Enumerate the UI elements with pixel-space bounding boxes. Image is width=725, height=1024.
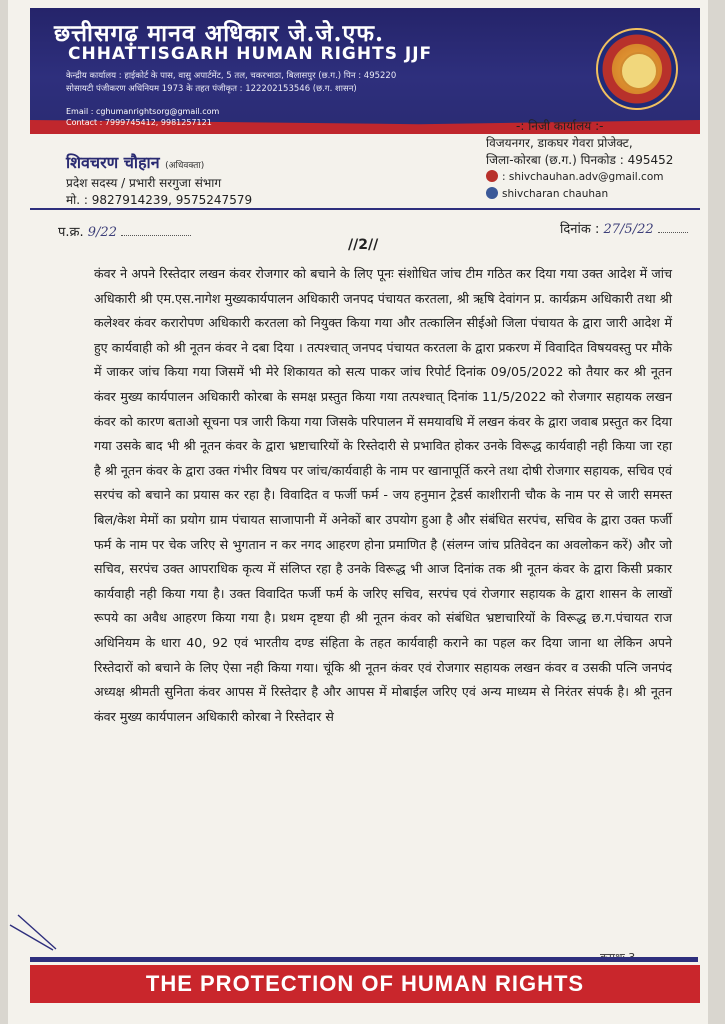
reference-value: 9/22	[87, 225, 117, 240]
letterhead-page	[8, 0, 708, 1024]
registration-line: सोसायटी पंजीकरण अधिनियम 1973 के तहत पंजीकृत : 122202153546 (छ.ग. शासन)	[66, 84, 357, 94]
personal-office-heading: -: निजी कार्यालय :-	[516, 119, 604, 133]
sender-name-line	[66, 154, 252, 175]
date-value: 27/5/22	[603, 222, 654, 237]
sender-block	[66, 154, 252, 209]
org-title-english: CHHATTISGARH HUMAN RIGHTS JJF	[68, 44, 433, 64]
reference-number	[58, 222, 191, 240]
date-label: दिनांक :	[560, 222, 600, 237]
letter-body: कंवर ने अपने रिस्तेदार लखन कंवर रोजगार को बचाने के लिए पूनः संशोधित जांच टीम गठित कर दिया गया उक्त आदेश में जांच अधिकारी श्री एम.एस.नागेश मुख्यकार्यपालन अधिकारी जनपद पंचायत करतला, श्री ऋषि देवांगन प्र. कार्यक्रम अधिकारी तथा श्री कलेश्वर कंवर करारोपण अधिकारी करतला को नियुक्त किया गया और तत्कालिन सीईओ जिला पंचायत के द्वारा जारी आदेश में हुए कार्यवाही को श्री नूतन कंवर ने दबा दिया । तत्पश्चात् जनपद पंचायत करतला के द्वारा प्रकरण में विवादित विषयवस्तु पर मौके में जाकर जांच किया गया जिसमें भी मेरे शिकायत को सत्य पाकर जांच रिपोर्ट दिनांक 09/05/2022 को तैयार कर श्री नूतन कंवर मुख्य कार्यपालन अधिकारी कोरबा के समक्ष प्रस्तुत किया गया तत्पश्चात् दिनांक 11/5/2022 को रोजगार सहायक लखन कंवर को कारण बताओ सूचना पत्र जारी किया गया जिसके परिपालन में समयावधि में लखन कंवर के द्वारा जवाब प्रस्तुत कर दिया गया उसके बाद भी श्री नूतन कंवर के द्वारा भ्रष्टाचारियों के रिस्तेदारी से प्रभावित होकर उनके विरूद्ध कार्यवाही नही किया जा रहा है श्री नूतन कंवर के द्वारा उक्त गंभीर विषय पर जांच/कार्यवाही के नाम पर खानापूर्ति करने तथा दोषी रोजगार सहायक, सचिव एवं सरपंच को बचाने का प्रयास कर रहा है। विवादित व फर्जी फर्म - जय हनुमान ट्रेडर्स काशीरानी चौक के नाम पर से जारी समस्त बिल/केश मेमों का प्रयोग ग्राम पंचायत साजापानी में अनेकों बार उपयोग हुआ है और संबंधित सरपंच, सचिव के द्वारा उक्त फर्जी फर्म के नाम पर चेक जरिए से भुगतान न कर नगद आहरण होना प्रमाणित है (संलग्न जांच प्रतिवेदन का अवलोकन करें) और जो सचिव, सरपंच उक्त आपराधिक कृत्य में संलिप्त रहा है उनके विरूद्ध भी आज दिनांक तक श्री नूतन कंवर के द्वारा किसी प्रकार कार्यवाही नही किया गया है। उक्त विवादित फर्जी फर्म के जरिए सचिव, सरपंच एवं रोजगार सहायक के द्वारा शासन के लाखों रूपये का अवैध आहरण किया गया है। प्रथम दृष्टया ही श्री नूतन कंवर को संबंधित भ्रष्टाचारियों के विरूद्ध छ.ग.पंचायत राज अधिनियम के धारा 40, 92 एवं भारतीय दण्ड संहिता के तहत कार्यवाही कराने का पहल कर दिया जाना था लेकिन अपने रिस्तेदारों को बचाने के लिए ऐसा नही किया गया। चूंकि श्री नूतन कंवर एवं रोजगार सहायक लखन कंवर व उसकी पत्नि जनपंद अध्यक्ष श्रीमती सुनिता कंवर आपस में रिस्तेदार है और आपस में मोबाईल जरिए एवं अन्य माध्यम से निरंतर संपर्क है। श्री नूतन कंवर मुख्य कार्यपालन अधिकारी कोरबा ने रिस्तेदार से	[94, 266, 672, 724]
reference-label: प.क्र.	[58, 225, 84, 240]
central-office-address: केन्द्रीय कार्यालय : हाईकोर्ट के पास, वासु अपार्टमेंट, 5 तल, चकरभाठा, बिलासपुर (छ.ग.) पिन : 495220	[66, 71, 397, 81]
org-email: Email : cghumanrightsorg@gmail.com	[66, 107, 220, 116]
pen-mark-icon	[8, 905, 68, 955]
header-divider	[30, 208, 700, 210]
letter-date	[560, 219, 688, 237]
email-icon	[486, 170, 498, 182]
page-marker: //2//	[348, 237, 379, 253]
personal-office-line1: विजयनगर, डाकघर गेवरा प्रोजेक्ट,	[486, 136, 633, 150]
org-contact: Contact : 7999745412, 9981257121	[66, 118, 212, 127]
footer-blue-stripe	[30, 957, 698, 962]
sender-role-tag: (अधिवक्ता)	[165, 161, 205, 171]
personal-office-block	[486, 118, 673, 203]
sender-name: शिवचरण चौहान	[66, 153, 160, 172]
personal-email: : shivchauhan.adv@gmail.com	[502, 171, 664, 183]
emblem-logo-icon	[596, 28, 678, 110]
org-contact-block	[66, 106, 219, 128]
logo-center	[620, 52, 658, 90]
sender-designation: प्रदेश सदस्य / प्रभारी सरगुजा संभाग	[66, 176, 222, 190]
facebook-handle: shivcharan chauhan	[502, 188, 609, 200]
org-title-hindi: छत्तीसगढ़ मानव अधिकार जे.जे.एफ.	[54, 20, 385, 47]
facebook-icon	[486, 187, 498, 199]
footer-banner: THE PROTECTION OF HUMAN RIGHTS	[30, 965, 700, 1003]
personal-office-line2: जिला-कोरबा (छ.ग.) पिनकोड : 495452	[486, 153, 674, 167]
sender-mobile: मो. : 9827914239, 9575247579	[66, 193, 253, 207]
